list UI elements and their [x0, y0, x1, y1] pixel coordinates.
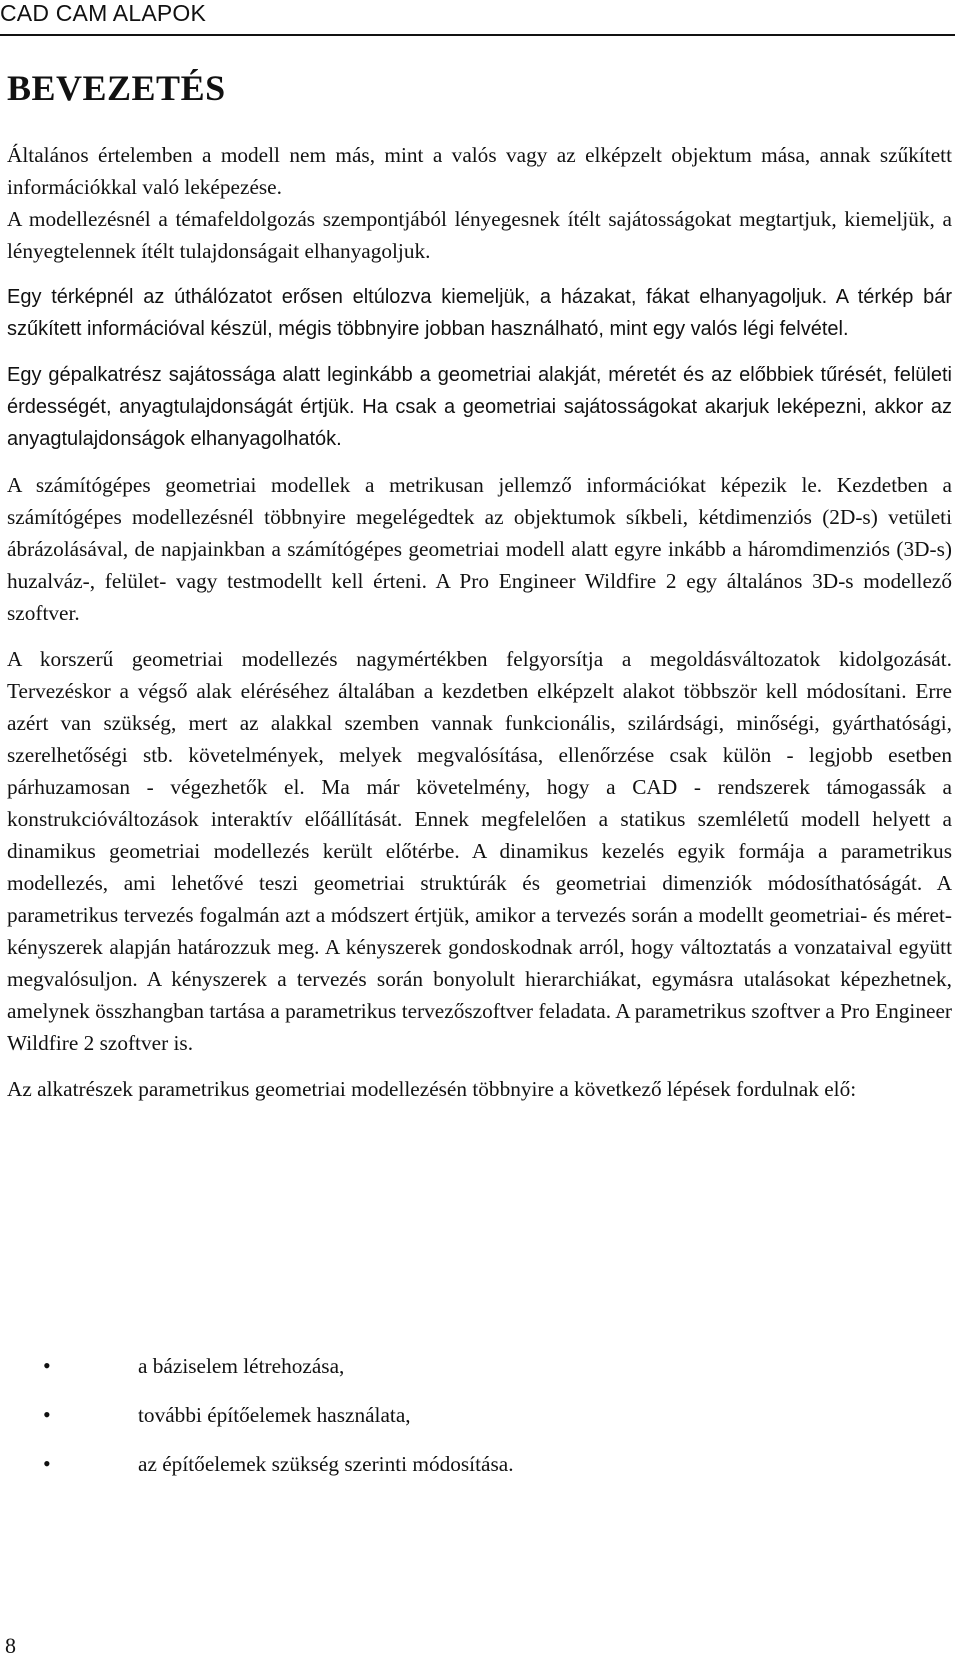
paragraph-machine-part: Egy gépalkatrész sajátossága alatt leginkább a geometriai alakját, méretét és az előbbiek tűrését, felületi érdességét, anyagtulajdonságát értjük. Ha csak a geometriai sajátosságokat akarjuk leképezni, akkor az anyagtulajdonságok elhanyagolhatók.	[7, 364, 952, 450]
step-text: a báziselem létrehozása,	[138, 1354, 345, 1378]
bullet-icon: •	[43, 1451, 51, 1476]
paragraph-map-example: Egy térképnél az úthálózatot erősen eltúlozva kiemeljük, a házakat, fákat elhanyagoljuk. A térkép bár szűkített információval készül, mégis többnyire jobban használható, mint egy valós légi felvétel.	[7, 286, 952, 340]
paragraph-modeling-approach: A modellezésnél a témafeldolgozás szempontjából lényegesnek ítélt sajátosságokat megtartjuk, kiemeljük, a lényegtelennek ítélt tulajdonságait elhanyagoljuk.	[7, 207, 952, 263]
chapter-title: BEVEZETÉS	[7, 68, 226, 108]
list-item	[0, 1399, 940, 1448]
step-text: további építőelemek használata,	[138, 1403, 411, 1427]
list-item	[0, 1350, 940, 1399]
body-text	[7, 139, 952, 1105]
paragraph-parametric-modeling: A korszerű geometriai modellezés nagymértékben felgyorsítja a megoldásváltozatok kidolgozását. Tervezéskor a végső alak eléréséhez általában a kezdetben elképzelt alakot többször kell módosítani. Erre azért van szükség, mert az alakkal szemben vannak funkcionális, szilárdsági, minőségi, gyárthatósági, szerelhetőségi stb. követelmények, melyek megvalósítása, ellenőrzése csak külön - legjobb esetben párhuzamosan - végezhetők el. Ma már követelmény, hogy a CAD - rendszerek támogassák a konstrukcióváltozások interaktív előállítását. Ennek megfelelően a statikus szemléletű modell helyett a dinamikus geometriai modellezés került előtérbe. A dinamikus kezelés egyik formája a parametrikus modellezés, ami lehetővé teszi geometriai struktúrák és geometriai dimenziók módosíthatóságát. A parametrikus tervezés fogalmán azt a módszert értjük, amikor a tervezés során a modellt geometriai- és méret- kényszerek alapján határozzuk meg. A kényszerek gondoskodnak arról, hogy változtatás a vonzataival együtt megvalósuljon. A kényszerek a tervezés során bonyolult hierarchiákat, egymásra utalásokat képezhetnek, amelynek összhangban tartása a parametrikus tervezőszoftver feladata. A parametrikus szoftver a Pro Engineer Wildfire 2 szoftver is.	[7, 647, 952, 1055]
bullet-icon: •	[43, 1353, 51, 1378]
bullet-icon: •	[43, 1402, 51, 1427]
step-text: az építőelemek szükség szerinti módosítása.	[138, 1452, 514, 1476]
running-header: CAD CAM ALAPOK	[0, 0, 955, 36]
page-number: 8	[5, 1633, 16, 1658]
paragraph-steps-intro: Az alkatrészek parametrikus geometriai modellezésén többnyire a következő lépések fordulnak elő:	[7, 1077, 857, 1101]
paragraph-model-definition: Általános értelemben a modell nem más, mint a valós vagy az elképzelt objektum mása, annak szűkített információkkal való leképezése.	[7, 143, 952, 199]
list-item	[0, 1448, 940, 1497]
steps-list	[0, 1350, 940, 1497]
paragraph-geometric-models: A számítógépes geometriai modellek a metrikusan jellemző információkat képezik le. Kezdetben a számítógépes modellezésnél többnyire megelégedtek az objektumok síkbeli, kétdimenziós (2D-s) vetületi ábrázolásával, de napjainkban a számítógépes geometriai modell alatt egyre inkább a háromdimenziós (3D-s) huzalváz-, felület- vagy testmodellt kell érteni. A Pro Engineer Wildfire 2 egy általános 3D-s modellező szoftver.	[7, 473, 952, 625]
